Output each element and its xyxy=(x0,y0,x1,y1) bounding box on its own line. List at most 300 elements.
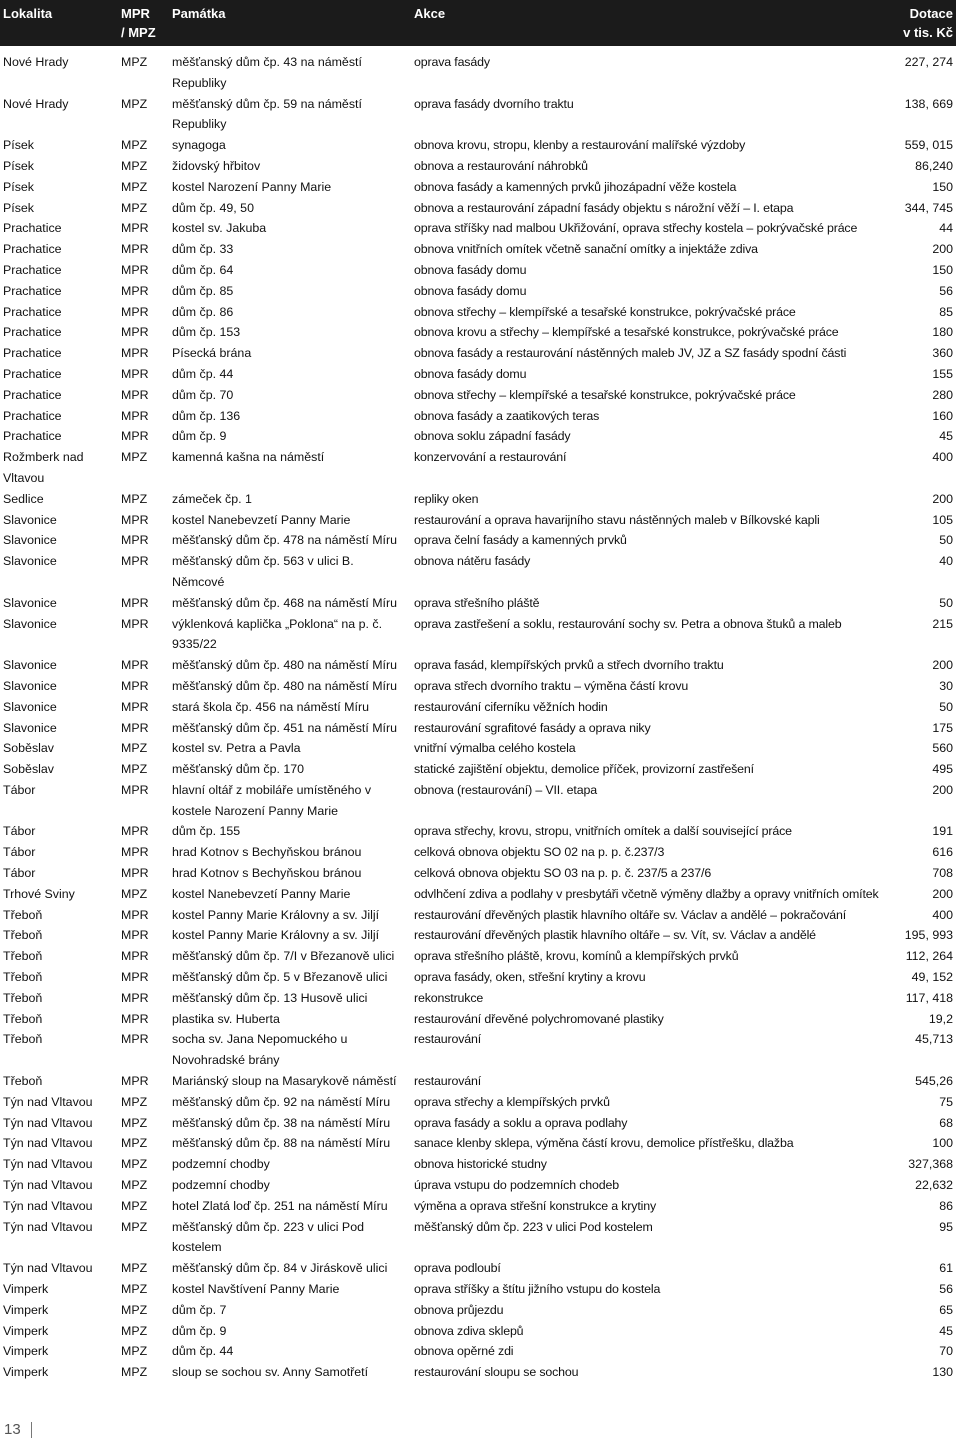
table-row xyxy=(0,1341,956,1362)
cell-akce: obnova fasády a kamenných prvků jihozápadní věže kostela xyxy=(414,179,737,194)
cell-dotace: 22,632 xyxy=(915,1178,953,1193)
cell-dotace: 138, 669 xyxy=(904,96,953,111)
cell-lokalita: Vimperk xyxy=(3,1323,49,1338)
cell-dotace: 150 xyxy=(932,179,953,194)
cell-mpr: MPR xyxy=(121,366,149,381)
cell-mpr: MPR xyxy=(121,990,149,1005)
cell-dotace: 195, 993 xyxy=(904,928,953,943)
cell-mpr: MPZ xyxy=(121,491,148,506)
table-row xyxy=(0,177,956,198)
cell-akce: oprava fasády dvorního traktu xyxy=(414,96,574,111)
cell-dotace: 616 xyxy=(932,845,953,860)
cell-mpr: MPR xyxy=(121,242,149,257)
cell-lokalita: Prachatice xyxy=(3,366,62,381)
cell-akce: oprava střechy a klempířských prvků xyxy=(414,1094,610,1109)
table-row xyxy=(0,1092,956,1113)
cell-akce: obnova krovu a střechy – klempířské a tesařské konstrukce, pokrývačské práce xyxy=(414,325,839,340)
cell-pamatka: měšťanský dům čp. 563 v ulici B. Němcové xyxy=(172,554,354,589)
cell-akce: oprava zastřešení a soklu, restaurování sochy sv. Petra a obnova štuků a maleb xyxy=(414,616,842,631)
cell-pamatka: měšťanský dům čp. 38 na náměstí Míru xyxy=(172,1115,391,1130)
cell-akce: oprava čelní fasády a kamenných prvků xyxy=(414,533,627,548)
cell-pamatka: podzemní chodby xyxy=(172,1178,270,1193)
cell-akce: celková obnova objektu SO 03 na p. p. č. 237/5 a 237/6 xyxy=(414,866,712,881)
cell-dotace: 100 xyxy=(932,1136,953,1151)
cell-pamatka: měšťanský dům čp. 478 na náměstí Míru xyxy=(172,533,398,548)
cell-mpr: MPR xyxy=(121,1032,149,1047)
cell-akce: obnova fasády a zaatikových teras xyxy=(414,408,600,423)
cell-mpr: MPR xyxy=(121,387,149,402)
cell-mpr: MPR xyxy=(121,429,149,444)
cell-lokalita: Třeboň xyxy=(3,907,43,922)
cell-pamatka: dům čp. 85 xyxy=(172,283,234,298)
cell-dotace: 215 xyxy=(932,616,953,631)
table-row xyxy=(0,156,956,177)
cell-lokalita: Prachatice xyxy=(3,408,62,423)
cell-akce: obnova střechy – klempířské a tesařské konstrukce, pokrývačské práce xyxy=(414,387,796,402)
cell-akce: repliky oken xyxy=(414,491,479,506)
cell-mpr: MPR xyxy=(121,262,149,277)
cell-akce: obnova fasády a restaurování nástěnných maleb JV, JZ a SZ fasády spodní části xyxy=(414,346,847,361)
cell-pamatka: dům čp. 136 xyxy=(172,408,241,423)
cell-akce: oprava střešního pláště, krovu, komínů a klempířských prvků xyxy=(414,949,739,964)
cell-mpr: MPR xyxy=(121,970,149,985)
cell-dotace: 61 xyxy=(939,1261,953,1276)
cell-lokalita: Písek xyxy=(3,179,34,194)
table-row xyxy=(0,884,956,905)
cell-dotace: 559, 015 xyxy=(904,138,953,153)
cell-mpr: MPZ xyxy=(121,886,148,901)
table-row xyxy=(0,302,956,323)
table-row xyxy=(0,1029,956,1071)
cell-akce: celková obnova objektu SO 02 na p. p. č.237/3 xyxy=(414,845,665,860)
table-row xyxy=(0,905,956,926)
table-row xyxy=(0,1154,956,1175)
cell-lokalita: Trhové Sviny xyxy=(3,886,75,901)
cell-pamatka: kostel Panny Marie Královny a sv. Jiljí xyxy=(172,928,380,943)
table-row xyxy=(0,593,956,614)
cell-mpr: MPZ xyxy=(121,200,148,215)
cell-pamatka: dům čp. 9 xyxy=(172,429,227,444)
cell-dotace: 280 xyxy=(932,387,953,402)
cell-mpr: MPZ xyxy=(121,741,148,756)
cell-akce: restaurování ciferníku věžních hodin xyxy=(414,699,608,714)
cell-pamatka: kostel Navštívení Panny Marie xyxy=(172,1282,340,1297)
cell-dotace: 360 xyxy=(932,346,953,361)
cell-dotace: 200 xyxy=(932,242,953,257)
cell-lokalita: Týn nad Vltavou xyxy=(3,1219,93,1234)
cell-dotace: 344, 745 xyxy=(904,200,953,215)
cell-dotace: 175 xyxy=(932,720,953,735)
cell-dotace: 95 xyxy=(939,1219,953,1234)
cell-mpr: MPZ xyxy=(121,1323,148,1338)
cell-akce: obnova historické studny xyxy=(414,1157,547,1172)
table-row xyxy=(0,1258,956,1279)
cell-akce: restaurování xyxy=(414,1074,482,1089)
cell-akce: obnova vnitřních omítek včetně sanační omítky a injektáže zdiva xyxy=(414,242,758,257)
page-number-divider xyxy=(31,1422,32,1438)
cell-lokalita: Tábor xyxy=(3,866,36,881)
cell-mpr: MPZ xyxy=(121,1261,148,1276)
cell-akce: obnova a restaurování západní fasády objektu s nárožní věží – I. etapa xyxy=(414,200,794,215)
table-row xyxy=(0,718,956,739)
cell-akce: restaurování dřevěných plastik hlavního oltáře – sv. Vít, sv. Václav a andělé xyxy=(414,928,816,943)
cell-lokalita: Písek xyxy=(3,200,34,215)
table-row xyxy=(0,614,956,656)
cell-mpr: MPR xyxy=(121,845,149,860)
cell-akce: úprava vstupu do podzemních chodeb xyxy=(414,1178,619,1193)
cell-mpr: MPR xyxy=(121,782,149,797)
cell-dotace: 400 xyxy=(932,450,953,465)
cell-mpr: MPR xyxy=(121,533,149,548)
cell-lokalita: Prachatice xyxy=(3,346,62,361)
cell-lokalita: Týn nad Vltavou xyxy=(3,1094,93,1109)
cell-dotace: 191 xyxy=(932,824,953,839)
cell-pamatka: synagoga xyxy=(172,138,226,153)
table-row xyxy=(0,135,956,156)
cell-dotace: 495 xyxy=(932,762,953,777)
cell-lokalita: Prachatice xyxy=(3,221,62,236)
cell-dotace: 227, 274 xyxy=(904,55,953,69)
cell-dotace: 40 xyxy=(939,554,953,569)
table-row xyxy=(0,260,956,281)
cell-akce: restaurování sgrafitové fasády a oprava niky xyxy=(414,720,651,735)
cell-dotace: 85 xyxy=(939,304,953,319)
cell-mpr: MPR xyxy=(121,866,149,881)
cell-pamatka: kamenná kašna na náměstí xyxy=(172,450,325,465)
cell-mpr: MPR xyxy=(121,720,149,735)
cell-pamatka: podzemní chodby xyxy=(172,1157,270,1172)
cell-dotace: 160 xyxy=(932,408,953,423)
cell-dotace: 68 xyxy=(939,1115,953,1130)
cell-lokalita: Týn nad Vltavou xyxy=(3,1178,93,1193)
cell-mpr: MPZ xyxy=(121,1344,148,1359)
cell-lokalita: Písek xyxy=(3,138,34,153)
cell-mpr: MPZ xyxy=(121,1198,148,1213)
cell-dotace: 86 xyxy=(939,1198,953,1213)
cell-mpr: MPZ xyxy=(121,1365,148,1380)
cell-akce: oprava stříšky a štítu jižního vstupu do kostela xyxy=(414,1282,661,1297)
table-row xyxy=(0,863,956,884)
cell-mpr: MPR xyxy=(121,595,149,610)
table-row xyxy=(0,1009,956,1030)
cell-lokalita: Třeboň xyxy=(3,1032,43,1047)
cell-mpr: MPZ xyxy=(121,1302,148,1317)
cell-akce: obnova krovu, stropu, klenby a restaurování malířské výzdoby xyxy=(414,138,746,153)
cell-pamatka: dům čp. 86 xyxy=(172,304,234,319)
cell-pamatka: dům čp. 44 xyxy=(172,366,234,381)
cell-akce: konzervování a restaurování xyxy=(414,450,567,465)
table-row xyxy=(0,46,956,94)
table-row xyxy=(0,239,956,260)
cell-dotace: 56 xyxy=(939,1282,953,1297)
table-row xyxy=(0,1196,956,1217)
cell-akce: obnova střechy – klempířské a tesařské konstrukce, pokrývačské práce xyxy=(414,304,796,319)
cell-mpr: MPR xyxy=(121,658,149,673)
cell-mpr: MPR xyxy=(121,907,149,922)
table-row xyxy=(0,925,956,946)
cell-mpr: MPZ xyxy=(121,450,148,465)
cell-lokalita: Slavonice xyxy=(3,678,57,693)
cell-dotace: 560 xyxy=(932,741,953,756)
table-row xyxy=(0,530,956,551)
cell-lokalita: Slavonice xyxy=(3,616,57,631)
cell-pamatka: plastika sv. Huberta xyxy=(172,1011,280,1026)
cell-pamatka: měšťanský dům čp. 451 na náměstí Míru xyxy=(172,720,398,735)
cell-pamatka: měšťanský dům čp. 92 na náměstí Míru xyxy=(172,1094,391,1109)
table-header xyxy=(0,0,956,46)
cell-pamatka: hlavní oltář z mobiláře umístěného v kostele Narození Panny Marie xyxy=(172,782,372,818)
cell-lokalita: Vimperk xyxy=(3,1282,49,1297)
cell-dotace: 200 xyxy=(932,658,953,673)
table-row xyxy=(0,281,956,302)
cell-dotace: 70 xyxy=(939,1344,953,1359)
cell-mpr: MPZ xyxy=(121,1157,148,1172)
cell-lokalita: Týn nad Vltavou xyxy=(3,1261,93,1276)
cell-dotace: 45,713 xyxy=(915,1032,953,1047)
table-row xyxy=(0,946,956,967)
cell-akce: oprava fasády xyxy=(414,55,490,69)
cell-mpr: MPR xyxy=(121,325,149,340)
header-akce: Akce xyxy=(411,0,899,46)
cell-pamatka: kostel Panny Marie Královny a sv. Jiljí xyxy=(172,907,380,922)
table-row xyxy=(0,406,956,427)
cell-dotace: 708 xyxy=(932,866,953,881)
table-row xyxy=(0,780,956,822)
cell-mpr: MPZ xyxy=(121,96,148,111)
cell-lokalita: Třeboň xyxy=(3,970,43,985)
cell-mpr: MPR xyxy=(121,346,149,361)
cell-dotace: 19,2 xyxy=(928,1011,953,1026)
cell-mpr: MPZ xyxy=(121,179,148,194)
cell-lokalita: Slavonice xyxy=(3,699,57,714)
cell-akce: restaurování dřevěných plastik hlavního oltáře sv. Václav a andělé – pokračování xyxy=(414,907,847,922)
cell-pamatka: dům čp. 9 xyxy=(172,1323,227,1338)
cell-mpr: MPZ xyxy=(121,1282,148,1297)
cell-dotace: 200 xyxy=(932,491,953,506)
cell-pamatka: židovský hřbitov xyxy=(172,158,261,173)
cell-dotace: 50 xyxy=(939,595,953,610)
cell-lokalita: Sedlice xyxy=(3,491,44,506)
table-row xyxy=(0,676,956,697)
cell-mpr: MPZ xyxy=(121,1115,148,1130)
cell-pamatka: měšťanský dům čp. 468 na náměstí Míru xyxy=(172,595,398,610)
page-footer xyxy=(4,1421,32,1438)
cell-lokalita: Slavonice xyxy=(3,533,57,548)
header-mpr: MPR / MPZ xyxy=(118,0,169,46)
cell-pamatka: kostel Nanebevzetí Panny Marie xyxy=(172,886,351,901)
cell-pamatka: dům čp. 70 xyxy=(172,387,234,402)
cell-dotace: 45 xyxy=(939,429,953,444)
cell-mpr: MPR xyxy=(121,949,149,964)
cell-akce: obnova fasády domu xyxy=(414,283,527,298)
cell-mpr: MPR xyxy=(121,554,149,569)
cell-pamatka: měšťanský dům čp. 7/I v Březanově ulici xyxy=(172,949,395,964)
cell-pamatka: kostel sv. Petra a Pavla xyxy=(172,741,301,756)
table-row xyxy=(0,364,956,385)
cell-dotace: 49, 152 xyxy=(911,970,953,985)
cell-akce: obnova fasády domu xyxy=(414,262,527,277)
table-row xyxy=(0,697,956,718)
cell-pamatka: hotel Zlatá loď čp. 251 na náměstí Míru xyxy=(172,1198,388,1213)
cell-dotace: 44 xyxy=(939,221,953,236)
cell-pamatka: dům čp. 44 xyxy=(172,1344,234,1359)
cell-lokalita: Nové Hrady xyxy=(3,96,69,111)
cell-mpr: MPZ xyxy=(121,55,148,69)
table-row xyxy=(0,655,956,676)
table-row xyxy=(0,842,956,863)
cell-akce: obnova nátěru fasády xyxy=(414,554,531,569)
cell-pamatka: hrad Kotnov s Bechyňskou bránou xyxy=(172,866,362,881)
cell-akce: výměna a oprava střešní konstrukce a krytiny xyxy=(414,1198,657,1213)
table-row xyxy=(0,1362,956,1383)
table-row xyxy=(0,385,956,406)
cell-akce: obnova fasády domu xyxy=(414,366,527,381)
cell-akce: oprava fasád, klempířských prvků a střech dvorního traktu xyxy=(414,658,724,673)
cell-pamatka: dům čp. 155 xyxy=(172,824,241,839)
cell-akce: odvlhčení zdiva a podlahy v presbytáři včetně výměny dlažby a opravy vnitřních omítek xyxy=(414,886,879,901)
cell-mpr: MPR xyxy=(121,283,149,298)
table-row xyxy=(0,1113,956,1134)
cell-akce: obnova a restaurování náhrobků xyxy=(414,158,588,173)
cell-akce: obnova zdiva sklepů xyxy=(414,1323,524,1338)
cell-mpr: MPR xyxy=(121,699,149,714)
cell-pamatka: kostel sv. Jakuba xyxy=(172,221,267,236)
table-row xyxy=(0,551,956,593)
cell-mpr: MPR xyxy=(121,304,149,319)
cell-akce: měšťanský dům čp. 223 v ulici Pod kostelem xyxy=(414,1219,653,1234)
cell-akce: oprava stříšky nad malbou Ukřižování, oprava střechy kostela – pokrývačské práce xyxy=(414,221,858,236)
cell-akce: oprava fasády, oken, střešní krytiny a krovu xyxy=(414,970,646,985)
cell-dotace: 65 xyxy=(939,1302,953,1317)
cell-akce: obnova opěrné zdi xyxy=(414,1344,514,1359)
cell-lokalita: Třeboň xyxy=(3,1011,43,1026)
cell-lokalita: Týn nad Vltavou xyxy=(3,1115,93,1130)
cell-mpr: MPR xyxy=(121,678,149,693)
cell-dotace: 30 xyxy=(939,678,953,693)
header-lokalita: Lokalita xyxy=(0,0,118,46)
cell-dotace: 86,240 xyxy=(915,158,953,173)
cell-pamatka: dům čp. 64 xyxy=(172,262,234,277)
cell-dotace: 75 xyxy=(939,1094,953,1109)
cell-mpr: MPZ xyxy=(121,1094,148,1109)
cell-pamatka: zámeček čp. 1 xyxy=(172,491,252,506)
cell-akce: statické zajištění objektu, demolice příček, provizorní zastřešení xyxy=(414,762,754,777)
cell-akce: restaurování a oprava havarijního stavu nástěnných maleb v Bílkovské kapli xyxy=(414,512,820,527)
table-row xyxy=(0,988,956,1009)
table-row xyxy=(0,1217,956,1259)
cell-lokalita: Tábor xyxy=(3,824,36,839)
table-row xyxy=(0,1071,956,1092)
cell-dotace: 180 xyxy=(932,325,953,340)
cell-mpr: MPZ xyxy=(121,1178,148,1193)
cell-lokalita: Soběslav xyxy=(3,762,54,777)
cell-lokalita: Písek xyxy=(3,158,34,173)
cell-lokalita: Třeboň xyxy=(3,990,43,1005)
table-row xyxy=(0,343,956,364)
cell-mpr: MPR xyxy=(121,221,149,236)
cell-dotace: 56 xyxy=(939,283,953,298)
cell-lokalita: Slavonice xyxy=(3,554,57,569)
table-row xyxy=(0,426,956,447)
cell-pamatka: sloup se sochou sv. Anny Samotřetí xyxy=(172,1365,369,1380)
table-row xyxy=(0,1300,956,1321)
cell-dotace: 155 xyxy=(932,366,953,381)
cell-lokalita: Slavonice xyxy=(3,658,57,673)
cell-lokalita: Rožmberk nad Vltavou xyxy=(3,450,84,485)
cell-pamatka: měšťanský dům čp. 170 xyxy=(172,762,305,777)
cell-dotace: 327,368 xyxy=(908,1157,953,1172)
table-row xyxy=(0,1133,956,1154)
table-row xyxy=(0,218,956,239)
cell-lokalita: Prachatice xyxy=(3,283,62,298)
cell-pamatka: měšťanský dům čp. 59 na náměstí Republiky xyxy=(172,96,362,132)
header-pamatka: Památka xyxy=(169,0,411,46)
cell-pamatka: Písecká brána xyxy=(172,346,252,361)
cell-pamatka: výklenková kaplička „Poklona“ na p. č. 9335/22 xyxy=(172,616,383,652)
cell-pamatka: socha sv. Jana Nepomuckého u Novohradské brány xyxy=(172,1032,348,1068)
cell-mpr: MPR xyxy=(121,616,149,631)
table-row xyxy=(0,322,956,343)
cell-dotace: 130 xyxy=(932,1365,953,1380)
cell-dotace: 112, 264 xyxy=(905,949,953,964)
table-row xyxy=(0,94,956,136)
cell-dotace: 105 xyxy=(932,512,953,527)
cell-lokalita: Slavonice xyxy=(3,512,57,527)
cell-akce: oprava podloubí xyxy=(414,1261,501,1276)
cell-pamatka: dům čp. 49, 50 xyxy=(172,200,254,215)
cell-lokalita: Prachatice xyxy=(3,387,62,402)
cell-mpr: MPZ xyxy=(121,1136,148,1151)
cell-akce: obnova (restaurování) – VII. etapa xyxy=(414,782,597,797)
cell-akce: rekonstrukce xyxy=(414,990,484,1005)
cell-pamatka: dům čp. 33 xyxy=(172,242,234,257)
cell-pamatka: dům čp. 7 xyxy=(172,1302,227,1317)
cell-lokalita: Tábor xyxy=(3,845,36,860)
cell-dotace: 50 xyxy=(939,699,953,714)
cell-mpr: MPR xyxy=(121,512,149,527)
cell-mpr: MPZ xyxy=(121,138,148,153)
table-row xyxy=(0,489,956,510)
cell-akce: restaurování dřevěné polychromované plastiky xyxy=(414,1011,664,1026)
cell-pamatka: měšťanský dům čp. 13 Husově ulici xyxy=(172,990,368,1005)
cell-lokalita: Týn nad Vltavou xyxy=(3,1198,93,1213)
cell-lokalita: Vimperk xyxy=(3,1344,49,1359)
cell-lokalita: Třeboň xyxy=(3,1074,43,1089)
cell-lokalita: Třeboň xyxy=(3,949,43,964)
table-row xyxy=(0,1175,956,1196)
cell-pamatka: měšťanský dům čp. 480 na náměstí Míru xyxy=(172,658,398,673)
cell-pamatka: měšťanský dům čp. 84 v Jiráskově ulici xyxy=(172,1261,388,1276)
page-number: 13 xyxy=(4,1421,21,1438)
table-row xyxy=(0,821,956,842)
cell-lokalita: Prachatice xyxy=(3,429,62,444)
cell-pamatka: hrad Kotnov s Bechyňskou bránou xyxy=(172,845,362,860)
cell-akce: vnitřní výmalba celého kostela xyxy=(414,741,576,756)
cell-pamatka: měšťanský dům čp. 43 na náměstí Republiky xyxy=(172,55,362,90)
cell-dotace: 400 xyxy=(932,907,953,922)
table-row xyxy=(0,1279,956,1300)
cell-lokalita: Vimperk xyxy=(3,1365,49,1380)
cell-lokalita: Prachatice xyxy=(3,262,62,277)
cell-lokalita: Třeboň xyxy=(3,928,43,943)
cell-akce: sanace klenby sklepa, výměna částí krovu, demolice přístřešku, dlažba xyxy=(414,1136,794,1151)
table-row xyxy=(0,759,956,780)
cell-dotace: 45 xyxy=(939,1323,953,1338)
cell-lokalita: Slavonice xyxy=(3,595,57,610)
cell-lokalita: Tábor xyxy=(3,782,36,797)
cell-lokalita: Nové Hrady xyxy=(3,55,69,69)
cell-mpr: MPZ xyxy=(121,158,148,173)
